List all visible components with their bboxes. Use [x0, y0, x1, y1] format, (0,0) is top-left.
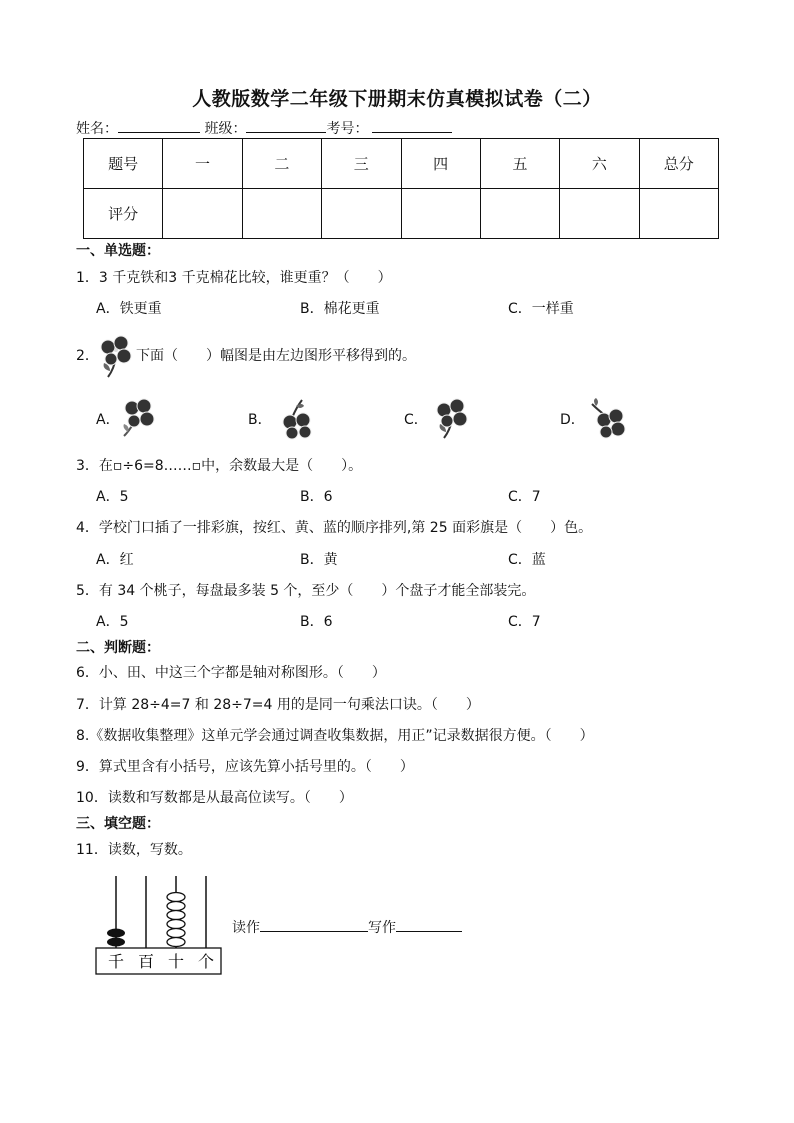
exam-no-blank[interactable]	[372, 118, 452, 133]
q2-option-d[interactable]: D．	[560, 412, 585, 428]
question-4: 4．学校门口插了一排彩旗，按红、黄、蓝的顺序排列,第 25 面彩旗是（ ）色。	[76, 520, 593, 536]
q2-number: 2．	[76, 348, 99, 364]
abacus-bead	[167, 920, 185, 929]
abacus-bead	[107, 938, 125, 947]
abacus-bead	[167, 929, 185, 938]
section-heading-fill-in: 三、填空题：	[76, 816, 160, 832]
abacus-bead	[167, 938, 185, 947]
name-label: 姓名：	[76, 121, 118, 137]
flower-icon	[96, 333, 136, 381]
q1-option-b[interactable]: B．棉花更重	[300, 301, 380, 317]
question-6: 6．小、田、中这三个字都是轴对称图形。（ ）	[76, 665, 386, 681]
score-table	[83, 138, 719, 239]
score-header-cell: 总分	[639, 139, 718, 189]
score-table-header-row	[84, 139, 719, 189]
flower-option-d-icon	[588, 396, 628, 440]
question-3: 3．在▫÷6=8……▫中，余数最大是（ ）。	[76, 458, 363, 474]
question-2: 下面（ ）幅图是由左边图形平移得到的。	[136, 348, 416, 364]
q1-option-c[interactable]: C．一样重	[508, 301, 574, 317]
class-label: 班级：	[204, 121, 247, 137]
question-11: 11．读数，写数。	[76, 842, 192, 858]
class-blank[interactable]	[246, 118, 326, 133]
score-cell[interactable]	[242, 189, 321, 239]
flower-option-c-icon	[432, 396, 472, 440]
score-cell[interactable]	[639, 189, 718, 239]
question-9: 9．算式里含有小括号，应该先算小括号里的。（ ）	[76, 759, 414, 775]
score-row-label: 评分	[84, 189, 163, 239]
question-5: 5．有 34 个桃子，每盘最多装 5 个，至少（ ）个盘子才能全部装完。	[76, 583, 536, 599]
section-heading-true-false: 二、判断题：	[76, 640, 160, 656]
page-title: 人教版数学二年级下册期末仿真模拟试卷（二）	[192, 88, 602, 110]
score-header-cell: 题号	[84, 139, 163, 189]
q2-option-a[interactable]: A．	[96, 412, 120, 428]
question-8: 8.《数据收集整理》这单元学会通过调查收集数据，用正”记录数据很方便。（ ）	[76, 728, 594, 744]
q5-option-b[interactable]: B．6	[300, 614, 333, 630]
q4-option-b[interactable]: B．黄	[300, 552, 338, 568]
question-1: 1．3 千克铁和3 千克棉花比较，谁更重？（ ）	[76, 270, 392, 286]
score-header-cell: 五	[480, 139, 559, 189]
question-10: 10．读数和写数都是从最高位读写。（ ）	[76, 790, 353, 806]
q3-option-c[interactable]: C．7	[508, 489, 541, 505]
abacus-label-thousands: 千	[107, 952, 125, 971]
q5-option-a[interactable]: A．5	[96, 614, 129, 630]
abacus-bead	[107, 929, 125, 938]
score-cell[interactable]	[480, 189, 559, 239]
flower-option-a-icon	[120, 396, 158, 440]
q1-option-a[interactable]: A．铁更重	[96, 301, 162, 317]
abacus-bead	[167, 902, 185, 911]
score-cell[interactable]	[163, 189, 242, 239]
student-info-line	[76, 118, 452, 138]
score-header-cell: 四	[401, 139, 480, 189]
q5-option-c[interactable]: C．7	[508, 614, 541, 630]
flower-shape	[101, 336, 131, 377]
score-header-cell: 一	[163, 139, 242, 189]
name-blank[interactable]	[118, 118, 200, 133]
q4-option-a[interactable]: A．红	[96, 552, 134, 568]
abacus-label-tens: 十	[167, 952, 185, 971]
q11-read-label: 读作	[232, 920, 260, 936]
score-cell[interactable]	[560, 189, 639, 239]
score-cell[interactable]	[401, 189, 480, 239]
q4-option-c[interactable]: C．蓝	[508, 552, 546, 568]
q11-write-label: 写作	[368, 920, 396, 936]
score-header-cell: 六	[560, 139, 639, 189]
q3-option-a[interactable]: A．5	[96, 489, 129, 505]
flower-option-b-icon	[278, 396, 318, 440]
exam-no-label: 考号：	[326, 121, 369, 137]
score-table-score-row	[84, 189, 719, 239]
score-cell[interactable]	[322, 189, 401, 239]
abacus-label-ones: 个	[197, 952, 215, 971]
section-heading-single-choice: 一、单选题：	[76, 243, 160, 259]
q2-option-b[interactable]: B．	[248, 412, 272, 428]
q11-write-blank[interactable]	[396, 917, 462, 932]
q11-read-answer	[232, 917, 462, 937]
score-header-cell: 三	[322, 139, 401, 189]
abacus-bead	[167, 893, 185, 902]
q3-option-b[interactable]: B．6	[300, 489, 333, 505]
abacus-diagram	[94, 872, 224, 978]
question-7: 7．计算 28÷4=7 和 28÷7=4 用的是同一句乘法口诀。（ ）	[76, 697, 480, 713]
q11-read-blank[interactable]	[260, 917, 368, 932]
q2-option-c[interactable]: C．	[404, 412, 428, 428]
abacus-label-hundreds: 百	[137, 952, 155, 971]
score-header-cell: 二	[242, 139, 321, 189]
abacus-bead	[167, 911, 185, 920]
